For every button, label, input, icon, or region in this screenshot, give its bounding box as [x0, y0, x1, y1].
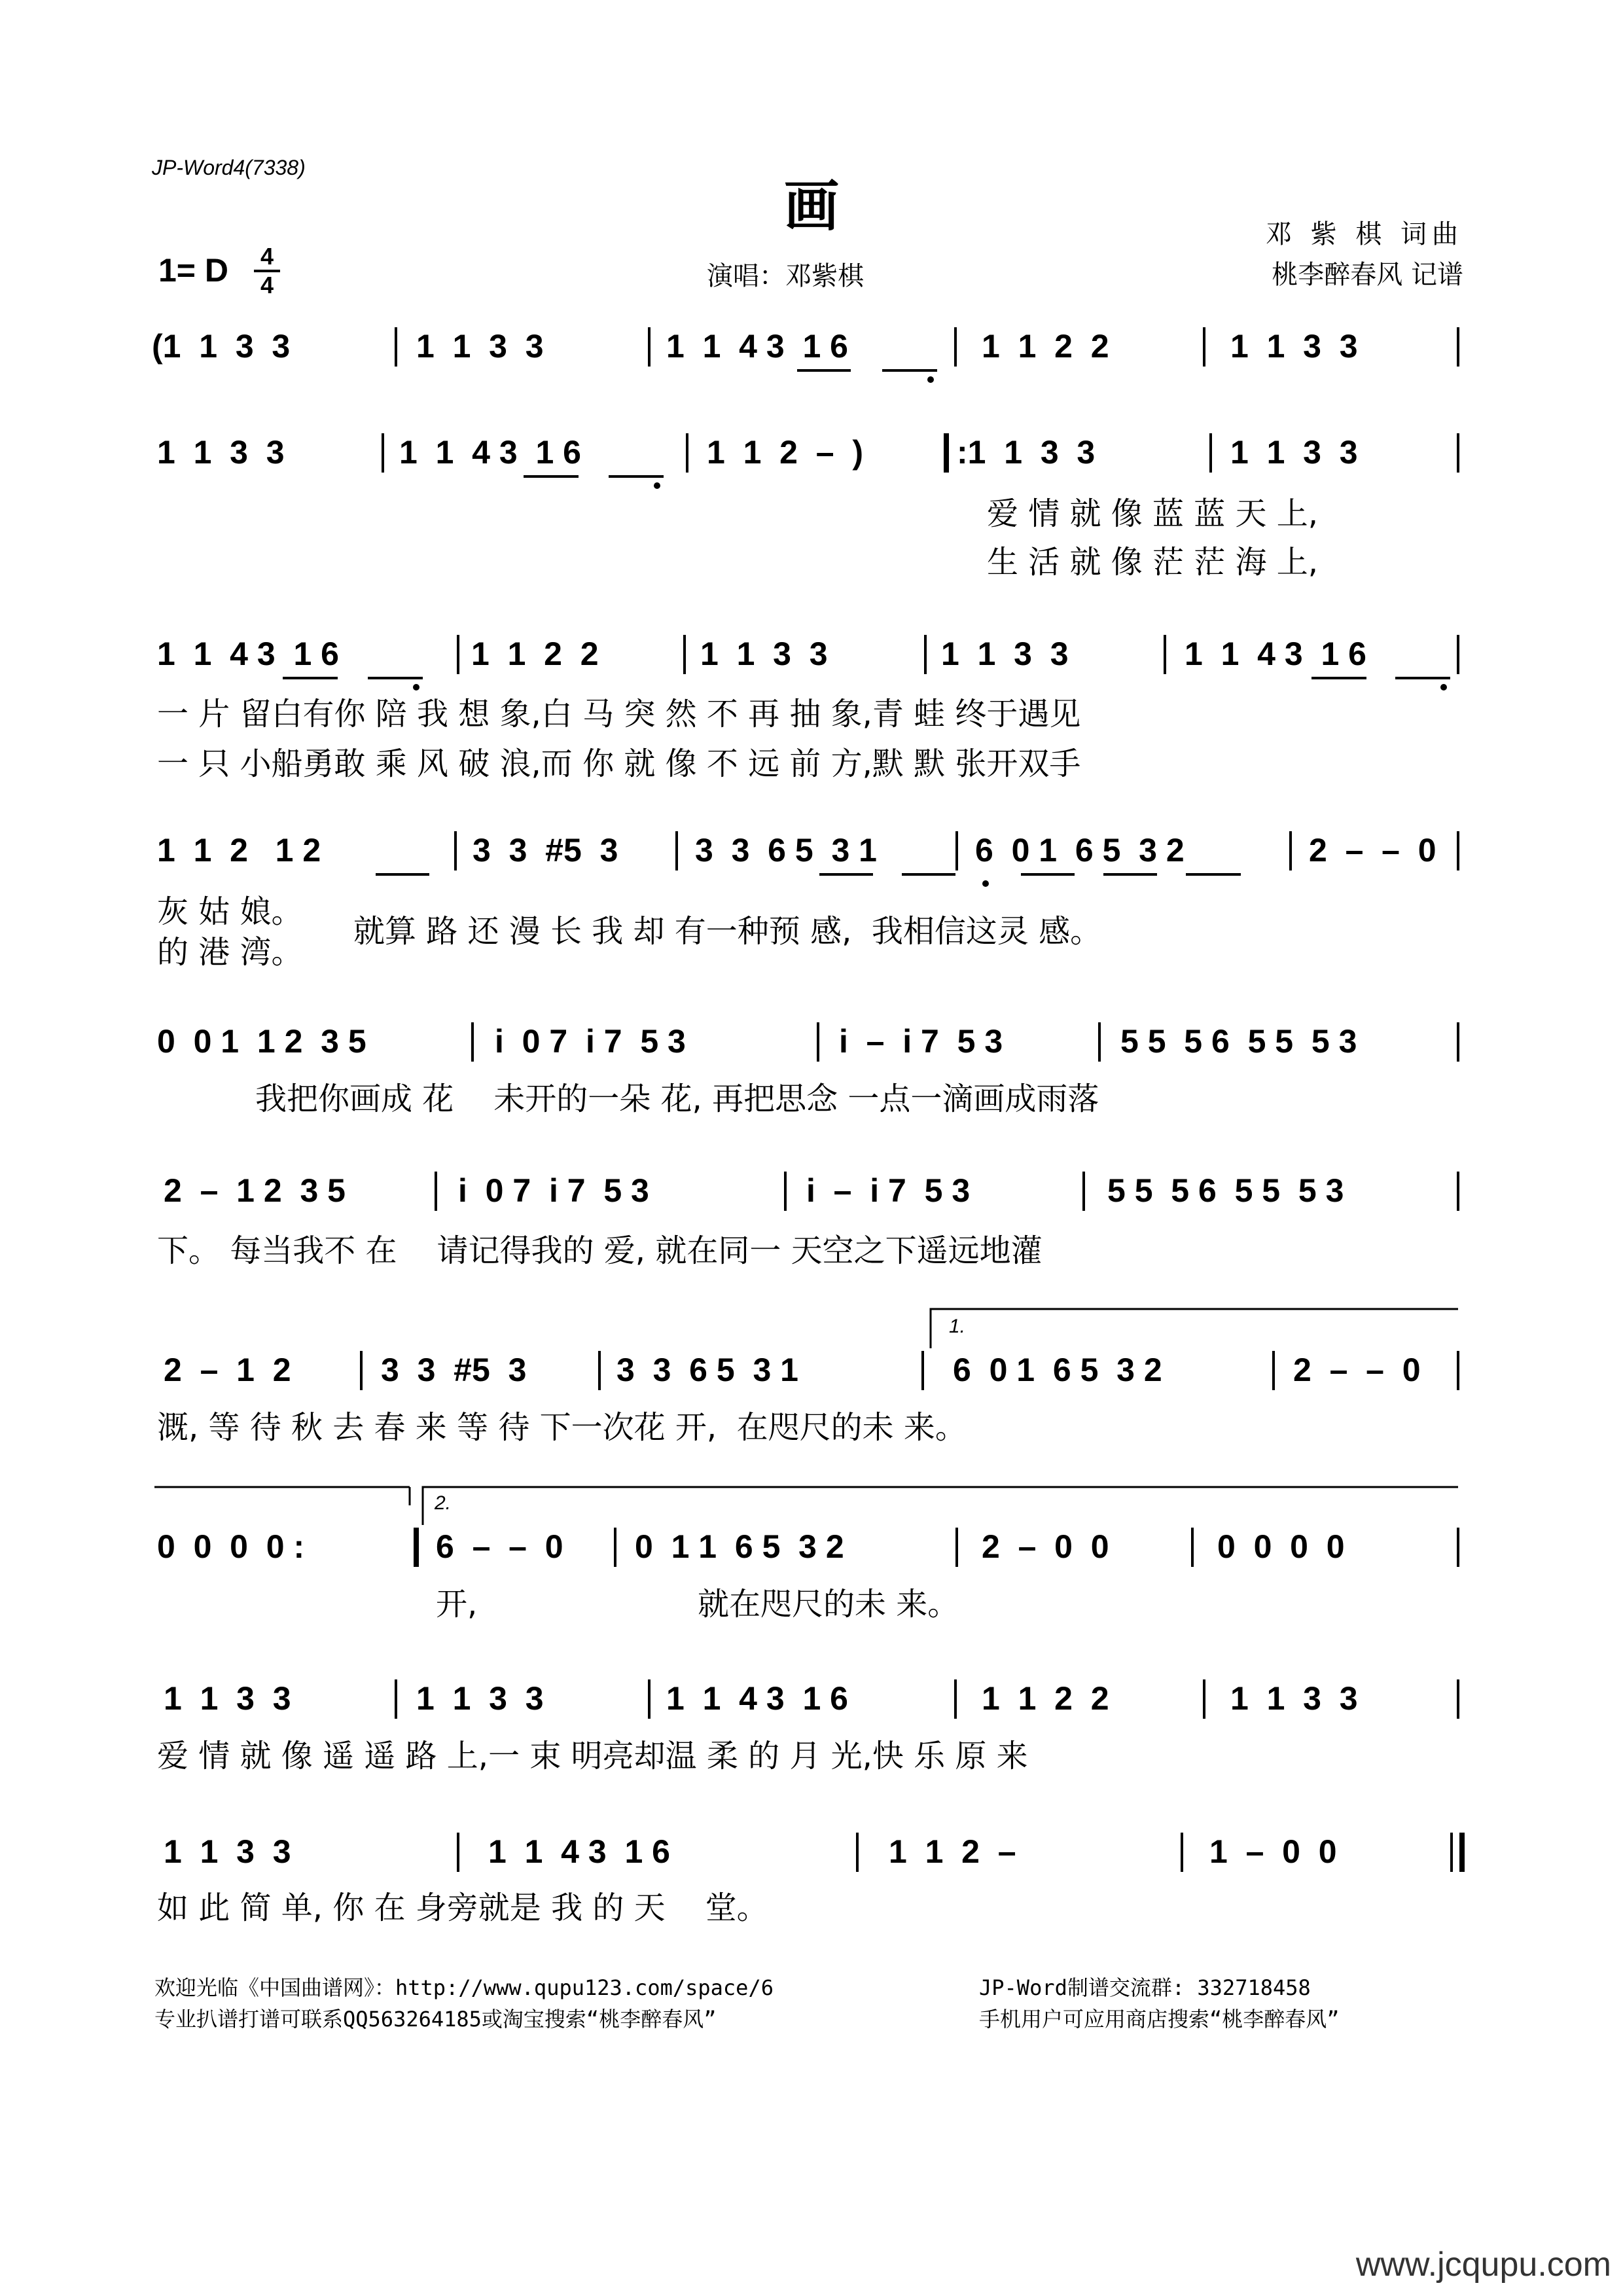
measure: i – i 7 5 3	[806, 1172, 971, 1209]
lyric-line: 就算 路 还 漫 长 我 却 有一种预 感, 我相信这灵 感。	[353, 913, 1102, 950]
measure: 1 1 3 3	[416, 1680, 544, 1717]
measure: 1 – 0 0	[1209, 1833, 1337, 1870]
measure: 1 1 4 3 1 6	[1185, 636, 1366, 672]
measure: 0 0 1 1 2 3 5	[157, 1023, 366, 1060]
footer-app-store: 手机用户可应用商店搜索“桃李醉春风”	[979, 2007, 1340, 2032]
volta-1-bracket	[931, 1309, 1458, 1348]
measure: 6 – – 0	[436, 1528, 563, 1565]
measure: 1 1 3 3	[1230, 434, 1358, 471]
measure: 3 3 #5 3	[473, 832, 618, 869]
measure: 5 5 5 6 5 5 5 3	[1120, 1023, 1357, 1060]
volta-2-label: 2.	[435, 1492, 452, 1514]
measure: i 0 7 i 7 5 3	[458, 1172, 649, 1209]
measure: :1 1 3 3	[957, 434, 1096, 471]
measure: 3 3 6 5 3 1	[616, 1352, 798, 1388]
measure: 5 5 5 6 5 5 5 3	[1107, 1172, 1344, 1209]
measure: 1 1 3 3	[941, 636, 1069, 672]
low-octave-dot	[982, 880, 989, 887]
measure: 1 1 4 3 1 6	[157, 636, 339, 672]
measure: 1 1 4 3 1 6	[666, 328, 848, 365]
measure: 1 1 2 – )	[707, 434, 864, 471]
measure: 1 1 2 2	[471, 636, 599, 672]
measure: 3 3 6 5 3 1	[695, 832, 877, 869]
measure: 1 1 3 3	[164, 1833, 291, 1870]
composer-credit: 邓 紫 棋 词曲	[1265, 219, 1463, 249]
lyric-line: 溉, 等 待 秋 去 春 来 等 待 下一次花 开, 在咫尺的未 来。	[157, 1409, 967, 1446]
measure: 0 0 0 0 :	[157, 1528, 305, 1565]
key-signature: 1= D	[158, 252, 229, 289]
watermark: www.jcqupu.com	[1355, 2246, 1611, 2284]
low-octave-dot	[927, 376, 934, 383]
measure: 1 1 2 2	[982, 1680, 1109, 1717]
volta-1-label: 1.	[949, 1316, 966, 1337]
barlines	[361, 327, 1462, 1872]
time-numerator: 4	[260, 243, 274, 270]
measure: 1 1 3 3	[157, 434, 285, 471]
beams	[283, 370, 1450, 874]
measure: 1 1 3 3	[700, 636, 828, 672]
measure: 1 1 2 2	[982, 328, 1109, 365]
measure: i 0 7 i 7 5 3	[495, 1023, 686, 1060]
song-title: 画	[783, 173, 839, 238]
measure: 3 3 #5 3	[381, 1352, 527, 1388]
measure: 2 – 0 0	[982, 1528, 1109, 1565]
measure: 1 1 4 3 1 6	[488, 1833, 670, 1870]
transcriber-credit: 桃李醉春风 记谱	[1272, 260, 1463, 290]
measure: 2 – 1 2	[164, 1352, 291, 1388]
lyric-line: 下。 每当我不 在 请记得我的 爱, 就在同一 天空之下遥远地灌	[157, 1232, 1043, 1269]
measure: 1 1 3 3	[164, 1680, 291, 1717]
lyric-line: 的 港 湾。	[157, 934, 303, 971]
measure: 2 – 1 2 3 5	[164, 1172, 346, 1209]
lyric-line: 我把你画成 花 未开的一朵 花, 再把思念 一点一滴画成雨落	[255, 1081, 1099, 1117]
low-octave-dot	[654, 482, 660, 489]
measure: 6 0 1 6 5 3 2	[953, 1352, 1162, 1388]
low-octave-dot	[1440, 684, 1447, 691]
measure: 0 1 1 6 5 3 2	[635, 1528, 844, 1565]
measure: 1 1 3 3	[416, 328, 544, 365]
software-label: JP-Word4(7338)	[152, 156, 306, 179]
octave-dots	[413, 376, 1447, 887]
lyric-line: 爱 情 就 像 蓝 蓝 天 上,	[987, 495, 1319, 532]
volta-brackets	[154, 1309, 1458, 1525]
volta-2-bracket	[423, 1487, 1458, 1525]
lyric-line: 生 活 就 像 茫 茫 海 上,	[987, 544, 1319, 581]
footer-website: 欢迎光临《中国曲谱网》：http://www.qupu123.com/space/6	[154, 1975, 774, 2000]
lyric-line: 一 片 留白有你 陪 我 想 象,白 马 突 然 不 再 抽 象,青 蛙 终于遇见	[157, 696, 1081, 732]
measure: 1 1 2 1 2	[157, 832, 321, 869]
time-denominator: 4	[260, 272, 274, 298]
measure: 2 – – 0	[1309, 832, 1436, 869]
footer-contact: 专业扒谱打谱可联系QQ563264185或淘宝搜索“桃李醉春风”	[154, 2007, 717, 2032]
measure: 2 – – 0	[1293, 1352, 1421, 1388]
measure: (1 1 3 3	[152, 328, 291, 365]
measure: 1 1 4 3 1 6	[666, 1680, 848, 1717]
measure: 1 1 4 3 1 6	[399, 434, 581, 471]
singer-credit: 演唱：邓紫棋	[707, 261, 864, 291]
measure: 1 1 3 3	[1230, 1680, 1358, 1717]
lyric-line: 就在咫尺的未 来。	[698, 1586, 959, 1623]
lyric-line: 开,	[436, 1586, 478, 1623]
measure: 6 0 1 6 5 3 2	[975, 832, 1185, 869]
lyric-line: 爱 情 就 像 遥 遥 路 上,一 束 明亮却温 柔 的 月 光,快 乐 原 来	[157, 1738, 1028, 1774]
measure: 0 0 0 0	[1217, 1528, 1345, 1565]
lyric-line: 如 此 简 单, 你 在 身旁就是 我 的 天 堂。	[157, 1890, 768, 1926]
measure: i – i 7 5 3	[839, 1023, 1003, 1060]
measure: 1 1 2 –	[889, 1833, 1016, 1870]
low-octave-dot	[413, 684, 419, 691]
lyric-line: 一 只 小船勇敢 乘 风 破 浪,而 你 就 像 不 远 前 方,默 默 张开双手	[157, 745, 1081, 782]
measure: 1 1 3 3	[1230, 328, 1358, 365]
lyric-line: 灰 姑 娘。	[157, 893, 303, 930]
footer-group: JP-Word制谱交流群: 332718458	[979, 1975, 1311, 2000]
